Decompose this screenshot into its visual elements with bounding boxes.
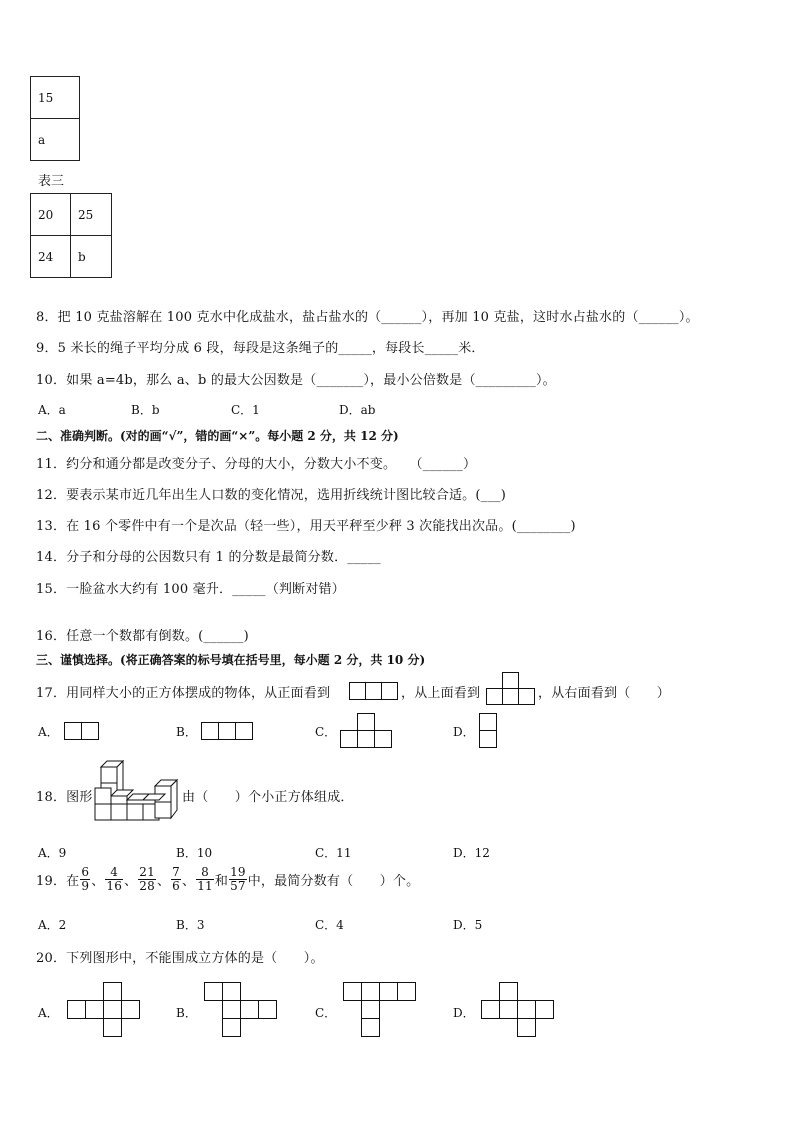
option-letter: B． [176,1006,197,1020]
numerator: 4 [105,866,123,880]
denominator: 28 [139,878,155,893]
option-letter: A． [38,725,59,739]
option-letter: B． [176,725,197,739]
option-letter: D． [453,725,475,739]
q17-option-c-figure [340,712,394,750]
section-heading-choice: 三、谨慎选择。(将正确答案的标号填在括号里，每小题 2 分，共 10 分) [36,653,426,667]
question-17-text-3: ，从右面看到（ ） [538,686,671,701]
separator: 、 [156,873,171,889]
option-letter: D． [453,1006,475,1020]
table-cell: 20 [31,194,71,236]
q17-option-d [453,723,475,740]
q20-option-c-net [342,981,418,1041]
q10-option-d: D．ab [339,403,376,417]
fraction [80,866,90,892]
q17-option-b-figure [201,721,255,741]
table-three [30,193,112,278]
q17-option-a-figure [64,721,100,741]
question-20: 20．下列图形中，不能围成立方体的是（ ）。 [36,951,324,966]
q19-option-a: A．2 [38,918,67,932]
q17-option-a [38,723,59,740]
numerator: 8 [196,866,214,880]
question-18-suffix: 由（ ）个小正方体组成． [182,790,354,805]
denominator: 16 [106,878,123,893]
conjunction: 和 [214,873,229,889]
fraction [196,866,214,892]
table-cell: 24 [31,236,71,278]
question-9: 9．5 米长的绳子平均分成 6 段，每段是这条绳子的_____，每段长_____米． [36,341,485,356]
q17-option-b [176,723,197,740]
fraction [105,866,123,892]
denominator: 9 [81,878,90,893]
question-17-text-2: ，从上面看到 [401,686,481,701]
denominator: 57 [230,878,246,893]
top-view-figure [486,671,538,707]
question-19-prefix: 19．在 [36,873,80,889]
section-heading-judgement: 二、准确判断。(对的画“√”，错的画“×”。每小题 2 分，共 12 分) [36,429,399,443]
q18-option-d: D．12 [453,846,490,860]
numerator: 6 [81,865,90,879]
question-10: 10．如果 a=4b，那么 a、b 的最大公因数是（_______），最小公倍数是（_________）。 [36,373,556,388]
q17-option-d-figure [478,712,498,750]
q18-option-a: A．9 [38,846,67,860]
option-letter: C． [315,1006,337,1020]
table-cell: b [71,236,112,278]
q20-option-b [176,1004,197,1021]
question-17-text-1: 17．用同样大小的正方体摆成的物体，从正面看到 [36,686,331,701]
fraction [138,866,156,892]
q20-option-b-net [203,981,279,1041]
denominator: 11 [197,878,213,893]
numerator: 7 [172,865,180,879]
question-12: 12．要表示某市近几年出生人口数的变化情况，选用折线统计图比较合适。(___) [36,488,506,503]
q20-option-d [453,1004,475,1021]
front-view-figure [349,681,401,701]
question-13: 13．在 16 个零件中有一个是次品（轻一些），用天平秤至少秤 3 次能找出次品。(________) [36,519,576,534]
q10-option-a: A．a [38,403,66,417]
question-15: 15．一脸盆水大约有 100 毫升．_____（判断对错） [36,582,345,597]
fraction [171,866,181,892]
separator: 、 [124,873,138,889]
question-19-suffix: 中，最简分数有（ ）个。 [247,873,420,889]
numerator: 21 [139,865,155,879]
question-8: 8．把 10 克盐溶解在 100 克水中化成盐水，盐占盐水的（______），再加 10 克盐，这时水占盐水的（______）。 [36,310,699,325]
question-18-prefix: 18．图形 [36,790,93,805]
table-two [30,76,80,161]
q20-option-d-net [480,981,556,1041]
question-19 [36,866,419,892]
question-16: 16．任意一个数都有倒数。(______) [36,629,249,644]
table-cell: 15 [31,77,80,119]
q19-option-d: D．5 [453,918,483,932]
table-three-label: 表三 [38,174,65,189]
q10-option-b: B．b [131,403,160,417]
q19-option-c: C．4 [315,918,344,932]
q17-option-c [315,723,336,740]
q10-option-c: C．1 [231,403,260,417]
separator: 、 [181,873,196,889]
option-letter: C． [315,725,337,739]
q19-option-b: B．3 [176,918,205,932]
q18-option-c: C．11 [315,846,352,860]
question-14: 14．分子和分母的公因数只有 1 的分数是最简分数．_____ [36,550,381,565]
table-cell: 25 [71,194,112,236]
question-11: 11．约分和通分都是改变分子、分母的大小，分数大小不变。 （______） [36,457,477,472]
denominator: 6 [172,878,180,893]
fraction [229,866,247,892]
q20-option-c [315,1004,336,1021]
q18-option-b: B．10 [176,846,213,860]
separator: 、 [91,873,105,889]
cube-stack-figure [93,758,183,828]
q20-option-a [38,1004,59,1021]
option-letter: A． [38,1006,59,1020]
numerator: 19 [230,865,246,879]
q20-option-a-net [66,981,142,1041]
table-cell: a [31,119,80,161]
